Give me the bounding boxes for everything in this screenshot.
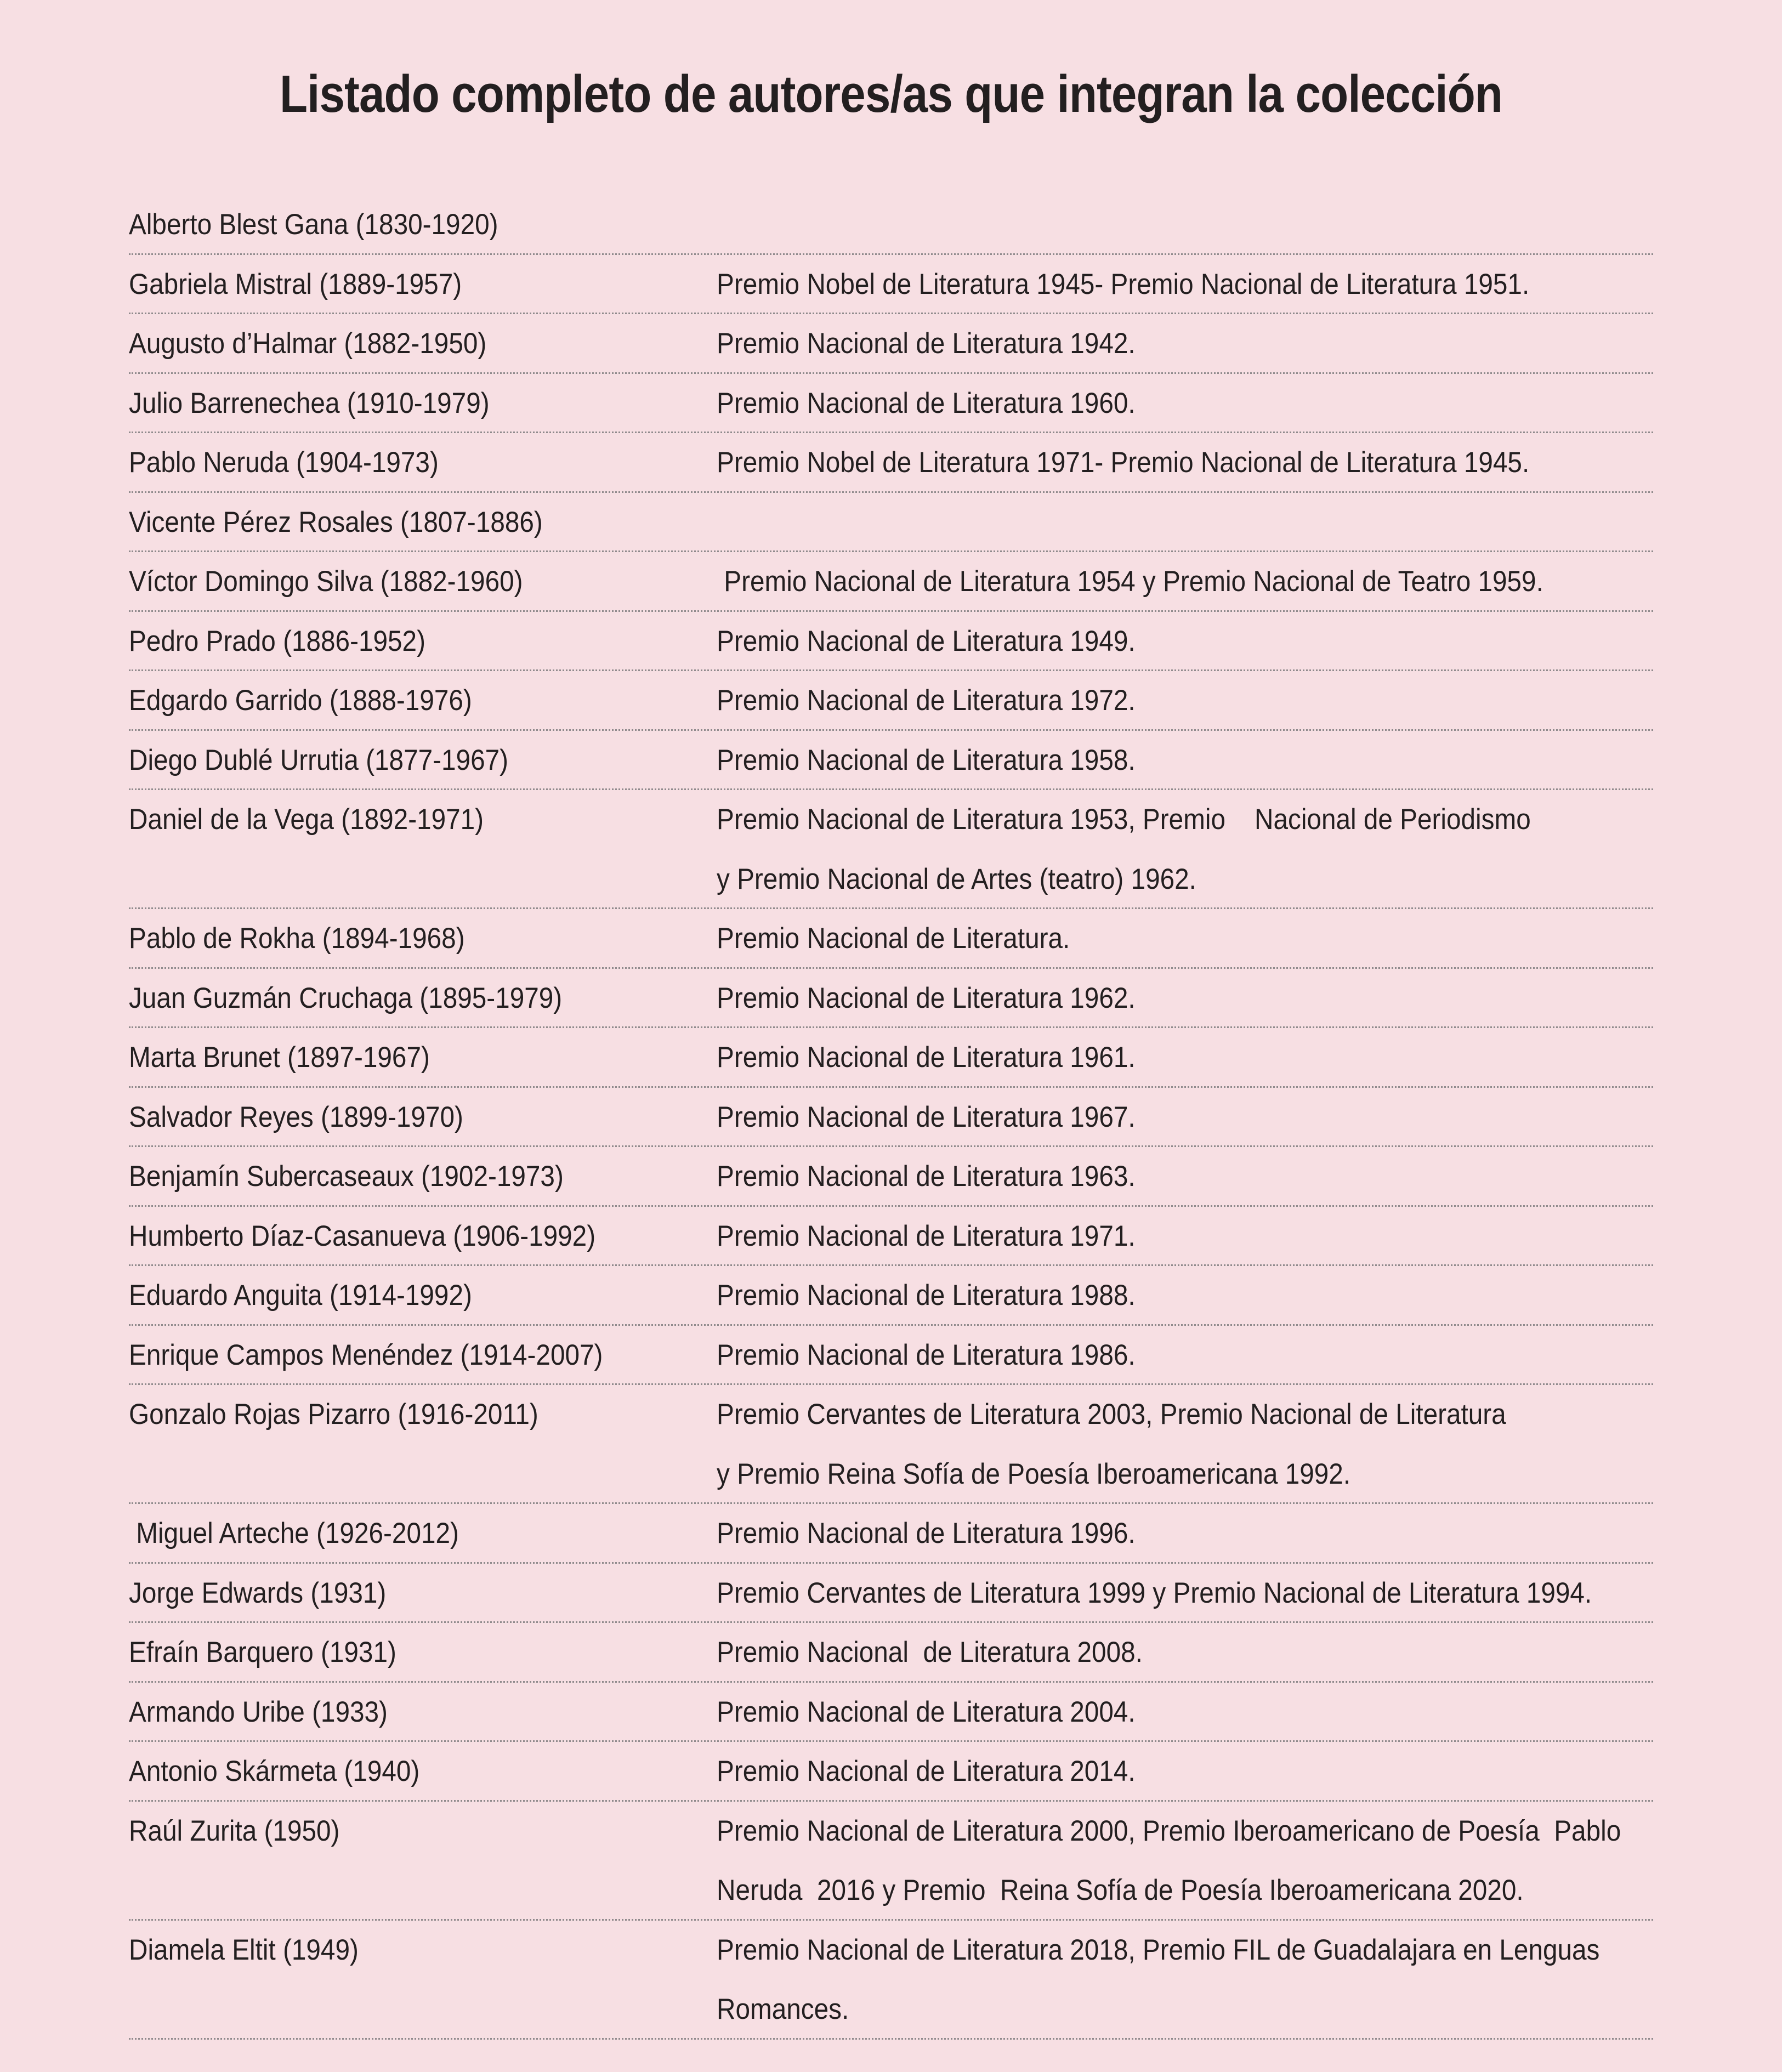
author-row bbox=[129, 1742, 1653, 1802]
author-name: Augusto d’Halmar (1882-1950) bbox=[129, 327, 487, 360]
author-row bbox=[129, 790, 1653, 909]
author-row bbox=[129, 1921, 1653, 2040]
author-row bbox=[129, 195, 1653, 255]
author-name: Raúl Zurita (1950) bbox=[129, 1814, 340, 1847]
author-award: Premio Nacional de Literatura 1986. bbox=[717, 1338, 1136, 1371]
author-row bbox=[129, 255, 1653, 315]
author-row bbox=[129, 552, 1653, 612]
author-name: Humberto Díaz-Casanueva (1906-1992) bbox=[129, 1219, 596, 1252]
author-row bbox=[129, 1207, 1653, 1267]
author-name: Salvador Reyes (1899-1970) bbox=[129, 1100, 463, 1133]
author-row bbox=[129, 1266, 1653, 1326]
author-award: Premio Nacional de Literatura 1942. bbox=[717, 327, 1136, 360]
author-row bbox=[129, 1147, 1653, 1207]
author-row bbox=[129, 969, 1653, 1029]
author-award: Premio Cervantes de Literatura 1999 y Premio Nacional de Literatura 1994. bbox=[717, 1576, 1592, 1609]
author-name: Gonzalo Rojas Pizarro (1916-2011) bbox=[129, 1398, 538, 1430]
author-name: Alberto Blest Gana (1830-1920) bbox=[129, 208, 498, 241]
author-row bbox=[129, 493, 1653, 553]
author-award: Premio Nobel de Literatura 1945- Premio Nacional de Literatura 1951. bbox=[717, 268, 1530, 300]
author-row bbox=[129, 1623, 1653, 1683]
author-name: Vicente Pérez Rosales (1807-1886) bbox=[129, 506, 543, 538]
author-name: Armando Uribe (1933) bbox=[129, 1695, 388, 1728]
author-row bbox=[129, 374, 1653, 434]
author-name: Pablo de Rokha (1894-1968) bbox=[129, 922, 465, 955]
author-row bbox=[129, 1028, 1653, 1088]
author-name: Pedro Prado (1886-1952) bbox=[129, 625, 425, 657]
author-name: Antonio Skármeta (1940) bbox=[129, 1755, 420, 1787]
author-name: Julio Barrenechea (1910-1979) bbox=[129, 387, 490, 419]
author-name: Gabriela Mistral (1889-1957) bbox=[129, 268, 462, 300]
author-award-continued: y Premio Reina Sofía de Poesía Iberoamericana 1992. bbox=[717, 1457, 1351, 1490]
author-name: Víctor Domingo Silva (1882-1960) bbox=[129, 565, 523, 598]
author-award: Premio Nacional de Literatura 2004. bbox=[717, 1695, 1136, 1728]
author-name: Eduardo Anguita (1914-1992) bbox=[129, 1279, 472, 1312]
author-award-continued: y Premio Nacional de Artes (teatro) 1962. bbox=[717, 862, 1196, 895]
author-row bbox=[129, 731, 1653, 791]
author-name: Diamela Eltit (1949) bbox=[129, 1933, 359, 1966]
author-row bbox=[129, 433, 1653, 493]
author-award: Premio Nacional de Literatura 1996. bbox=[717, 1517, 1136, 1549]
author-award: Premio Nacional de Literatura. bbox=[717, 922, 1070, 955]
author-name: Enrique Campos Menéndez (1914-2007) bbox=[129, 1338, 603, 1371]
author-award: Premio Nacional de Literatura 1954 y Premio Nacional de Teatro 1959. bbox=[717, 565, 1543, 598]
author-award: Premio Nacional de Literatura 2000, Premio Iberoamericano de Poesía Pablo bbox=[717, 1814, 1621, 1847]
author-row bbox=[129, 1683, 1653, 1742]
author-award: Premio Nacional de Literatura 1949. bbox=[717, 625, 1136, 657]
author-award-continued: Neruda 2016 y Premio Reina Sofía de Poesía Iberoamericana 2020. bbox=[717, 1874, 1524, 1906]
author-award: Premio Nacional de Literatura 2014. bbox=[717, 1755, 1136, 1787]
author-award: Premio Nacional de Literatura 1958. bbox=[717, 743, 1136, 776]
author-award-continued: Romances. bbox=[717, 1993, 849, 2025]
author-row bbox=[129, 1385, 1653, 1504]
author-name: Jorge Edwards (1931) bbox=[129, 1576, 387, 1609]
author-award: Premio Nacional de Literatura 1967. bbox=[717, 1100, 1136, 1133]
author-row bbox=[129, 909, 1653, 969]
author-name: Diego Dublé Urrutia (1877-1967) bbox=[129, 743, 509, 776]
author-award: Premio Nacional de Literatura 1963. bbox=[717, 1160, 1136, 1193]
author-row bbox=[129, 1564, 1653, 1623]
author-name: Marta Brunet (1897-1967) bbox=[129, 1041, 430, 1074]
author-award: Premio Nacional de Literatura 2008. bbox=[717, 1636, 1143, 1668]
author-award: Premio Nacional de Literatura 1988. bbox=[717, 1279, 1136, 1312]
author-row bbox=[129, 671, 1653, 731]
author-row bbox=[129, 314, 1653, 374]
author-name: Pablo Neruda (1904-1973) bbox=[129, 446, 439, 479]
author-name: Benjamín Subercaseaux (1902-1973) bbox=[129, 1160, 564, 1193]
author-name: Edgardo Garrido (1888-1976) bbox=[129, 684, 472, 717]
author-award: Premio Nobel de Literatura 1971- Premio Nacional de Literatura 1945. bbox=[717, 446, 1530, 479]
author-award: Premio Nacional de Literatura 1971. bbox=[717, 1219, 1136, 1252]
author-list bbox=[129, 195, 1653, 2040]
author-award: Premio Nacional de Literatura 1972. bbox=[717, 684, 1136, 717]
author-name: Daniel de la Vega (1892-1971) bbox=[129, 803, 484, 836]
author-award: Premio Nacional de Literatura 2018, Premio FIL de Guadalajara en Lenguas bbox=[717, 1933, 1600, 1966]
author-row bbox=[129, 1802, 1653, 1921]
author-row bbox=[129, 1088, 1653, 1148]
author-award: Premio Nacional de Literatura 1962. bbox=[717, 981, 1136, 1014]
author-name: Miguel Arteche (1926-2012) bbox=[129, 1517, 459, 1549]
author-row bbox=[129, 612, 1653, 672]
author-name: Juan Guzmán Cruchaga (1895-1979) bbox=[129, 981, 563, 1014]
author-award: Premio Nacional de Literatura 1960. bbox=[717, 387, 1136, 419]
author-row bbox=[129, 1326, 1653, 1386]
author-name: Efraín Barquero (1931) bbox=[129, 1636, 396, 1668]
author-award: Premio Nacional de Literatura 1961. bbox=[717, 1041, 1136, 1074]
author-award: Premio Cervantes de Literatura 2003, Premio Nacional de Literatura bbox=[717, 1398, 1506, 1430]
page-title: Listado completo de autores/as que integran la colección bbox=[279, 65, 1503, 123]
author-row bbox=[129, 1504, 1653, 1564]
author-award: Premio Nacional de Literatura 1953, Premio Nacional de Periodismo bbox=[717, 803, 1531, 836]
